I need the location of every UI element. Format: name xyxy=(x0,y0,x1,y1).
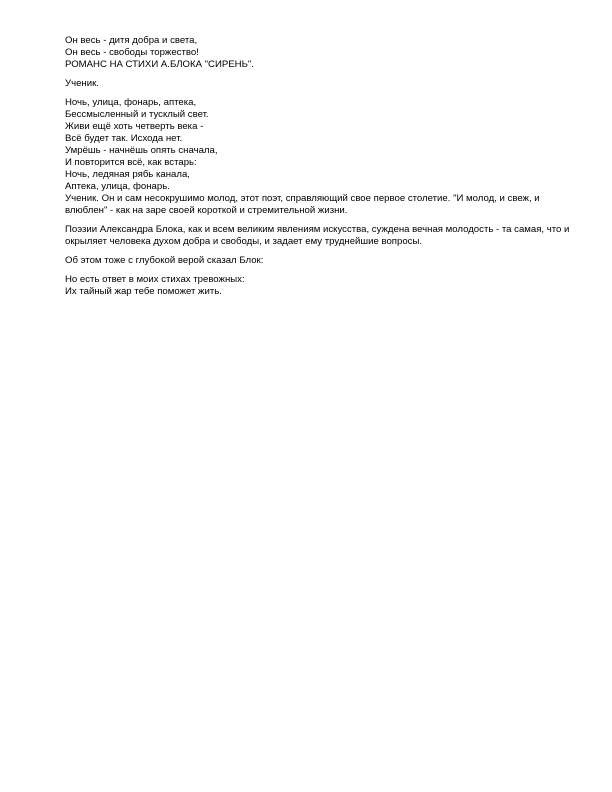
poem-line: Бессмысленный и тусклый свет. xyxy=(65,109,209,120)
poem-line: И повторится всё, как встарь: xyxy=(65,157,197,168)
document-page xyxy=(65,35,575,305)
poem-line: Ночь, улица, фонарь, аптека, xyxy=(65,97,197,108)
poetry-paragraph-block xyxy=(65,224,575,248)
opening-stanza xyxy=(65,35,575,71)
poem-line: Аптека, улица, фонарь. xyxy=(65,181,170,192)
text-line: Он весь - дитя добра и света, xyxy=(65,35,198,46)
closing-intro-block xyxy=(65,255,575,267)
poem-line: Их тайный жар тебе поможет жить. xyxy=(65,286,222,297)
poem-and-commentary xyxy=(65,97,575,217)
speaker-label xyxy=(65,78,575,90)
poem-line: Всё будет так. Исхода нет. xyxy=(65,133,183,144)
closing-verse xyxy=(65,274,575,298)
poem-line: Но есть ответ в моих стихах тревожных: xyxy=(65,274,245,285)
closing-intro: Об этом тоже с глубокой верой сказал Блок: xyxy=(65,255,264,266)
poem-line: Ночь, ледяная рябь канала, xyxy=(65,169,190,180)
poem-line: Умрёшь - начнёшь опять сначала, xyxy=(65,145,218,156)
text-line: Он весь - свободы торжество! xyxy=(65,47,199,58)
poem-line: Живи ещё хоть четверть века - xyxy=(65,121,204,132)
student-commentary: Ученик. Он и сам несокрушимо молод, этот поэт, справляющий свое первое столетие. "И молод, и свеж, и влюблен" - как на заре своей короткой и стремительной жизни. xyxy=(65,193,540,216)
section-heading: РОМАНС НА СТИХИ А.БЛОКА "СИРЕНЬ". xyxy=(65,59,254,70)
poetry-paragraph: Поэзии Александра Блока, как и всем великим явлениям искусства, суждена вечная молодость - та самая, что и окрыляет человека духом добра и свободы, и задает ему труднейшие вопросы. xyxy=(65,224,570,247)
speaker-name: Ученик. xyxy=(65,78,99,89)
